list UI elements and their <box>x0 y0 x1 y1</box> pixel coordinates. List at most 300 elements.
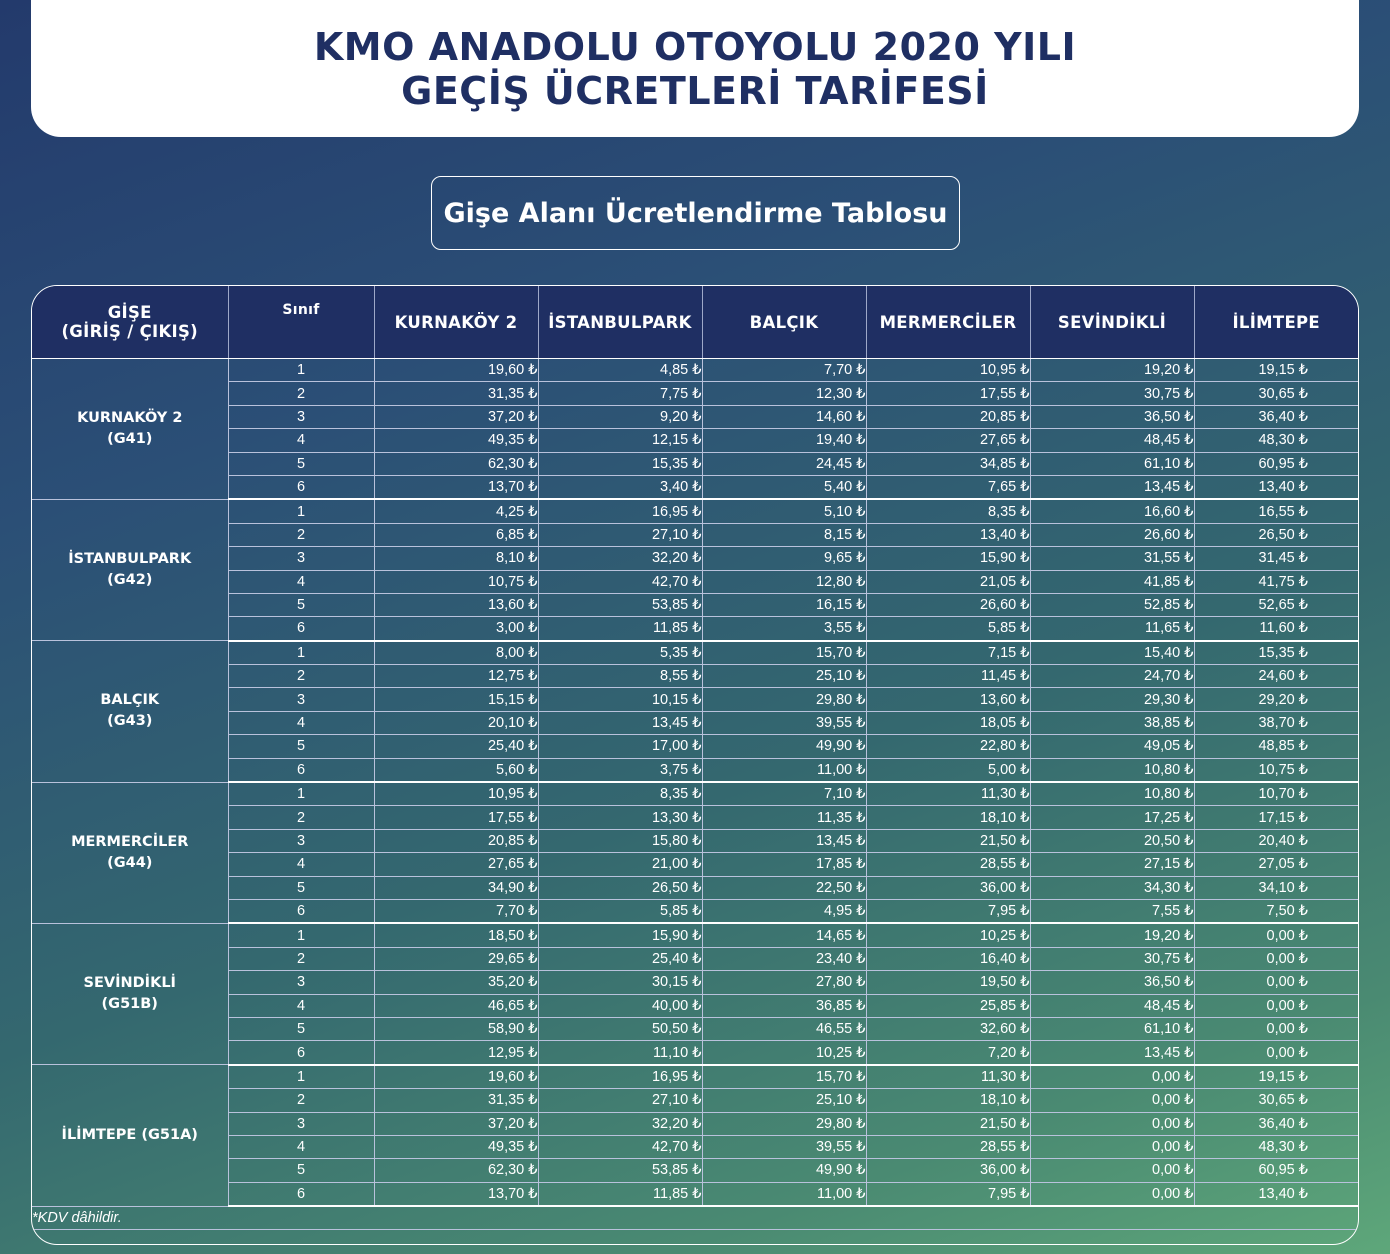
fee-cell: 7,70 ₺ <box>702 359 866 382</box>
fee-cell: 5,10 ₺ <box>702 499 866 523</box>
fee-cell: 15,70 ₺ <box>702 641 866 665</box>
fee-cell: 10,15 ₺ <box>538 688 702 711</box>
table-row <box>32 1112 1358 1135</box>
fee-cell: 15,90 ₺ <box>866 547 1030 570</box>
class-cell: 5 <box>228 876 374 899</box>
table-row <box>32 1159 1358 1182</box>
table-row <box>32 641 1358 665</box>
class-cell: 4 <box>228 1135 374 1158</box>
fee-cell: 0,00 ₺ <box>1030 1089 1194 1112</box>
fee-cell: 11,45 ₺ <box>866 665 1030 688</box>
fee-cell: 3,40 ₺ <box>538 475 702 499</box>
table-row <box>32 1135 1358 1158</box>
table-row <box>32 617 1358 641</box>
gate-name-line-2: (G41) <box>107 430 153 447</box>
fee-cell: 5,00 ₺ <box>866 758 1030 782</box>
fee-cell: 7,50 ₺ <box>1194 899 1358 923</box>
fee-cell: 0,00 ₺ <box>1194 971 1358 994</box>
table-row <box>32 570 1358 593</box>
fee-cell: 10,95 ₺ <box>866 359 1030 382</box>
fee-cell: 6,85 ₺ <box>374 523 538 546</box>
fee-cell: 16,40 ₺ <box>866 947 1030 970</box>
fee-cell: 38,70 ₺ <box>1194 711 1358 734</box>
fee-cell: 41,75 ₺ <box>1194 570 1358 593</box>
fee-cell: 17,00 ₺ <box>538 735 702 758</box>
fee-cell: 17,15 ₺ <box>1194 806 1358 829</box>
fee-cell: 11,30 ₺ <box>866 782 1030 806</box>
fee-cell: 24,60 ₺ <box>1194 665 1358 688</box>
table-row <box>32 452 1358 475</box>
class-cell: 4 <box>228 994 374 1017</box>
fee-cell: 30,65 ₺ <box>1194 382 1358 405</box>
table-row <box>32 899 1358 923</box>
table-row <box>32 971 1358 994</box>
class-cell: 6 <box>228 617 374 641</box>
fee-cell: 18,10 ₺ <box>866 1089 1030 1112</box>
fee-cell: 0,00 ₺ <box>1194 994 1358 1017</box>
fee-cell: 8,55 ₺ <box>538 665 702 688</box>
fee-cell: 46,65 ₺ <box>374 994 538 1017</box>
gate-column-header <box>32 286 228 359</box>
fee-cell: 29,30 ₺ <box>1030 688 1194 711</box>
fee-cell: 0,00 ₺ <box>1194 923 1358 947</box>
fee-cell: 13,70 ₺ <box>374 1182 538 1206</box>
fee-cell: 29,20 ₺ <box>1194 688 1358 711</box>
table-row <box>32 429 1358 452</box>
table-row <box>32 782 1358 806</box>
fee-cell: 31,35 ₺ <box>374 1089 538 1112</box>
table-row <box>32 1017 1358 1040</box>
gate-name-line-2: (G43) <box>107 713 153 730</box>
fee-cell: 18,10 ₺ <box>866 806 1030 829</box>
class-cell: 6 <box>228 758 374 782</box>
fee-cell: 26,50 ₺ <box>538 876 702 899</box>
fee-cell: 5,35 ₺ <box>538 641 702 665</box>
fee-cell: 0,00 ₺ <box>1030 1112 1194 1135</box>
table-row <box>32 405 1358 428</box>
fee-cell: 26,60 ₺ <box>866 593 1030 616</box>
table-row <box>32 923 1358 947</box>
fee-cell: 25,40 ₺ <box>538 947 702 970</box>
fee-cell: 10,95 ₺ <box>374 782 538 806</box>
subtitle-text: Gişe Alanı Ücretlendirme Tablosu <box>443 197 948 229</box>
fee-cell: 25,85 ₺ <box>866 994 1030 1017</box>
fee-cell: 10,80 ₺ <box>1030 782 1194 806</box>
fee-cell: 3,75 ₺ <box>538 758 702 782</box>
class-cell: 4 <box>228 570 374 593</box>
fee-cell: 31,45 ₺ <box>1194 547 1358 570</box>
table-row <box>32 806 1358 829</box>
fee-cell: 21,00 ₺ <box>538 853 702 876</box>
table-row <box>32 829 1358 852</box>
fee-cell: 60,95 ₺ <box>1194 1159 1358 1182</box>
fee-cell: 7,95 ₺ <box>866 1182 1030 1206</box>
class-cell: 3 <box>228 1112 374 1135</box>
table-row <box>32 758 1358 782</box>
fee-cell: 60,95 ₺ <box>1194 452 1358 475</box>
fee-cell: 53,85 ₺ <box>538 593 702 616</box>
class-cell: 3 <box>228 547 374 570</box>
fee-cell: 34,90 ₺ <box>374 876 538 899</box>
fee-cell: 8,10 ₺ <box>374 547 538 570</box>
fee-cell: 19,20 ₺ <box>1030 923 1194 947</box>
fee-cell: 49,35 ₺ <box>374 1135 538 1158</box>
fee-cell: 10,80 ₺ <box>1030 758 1194 782</box>
fee-cell: 49,05 ₺ <box>1030 735 1194 758</box>
fee-cell: 11,85 ₺ <box>538 617 702 641</box>
fee-cell: 7,20 ₺ <box>866 1041 1030 1065</box>
fee-cell: 8,15 ₺ <box>702 523 866 546</box>
fee-cell: 52,65 ₺ <box>1194 593 1358 616</box>
fee-cell: 15,35 ₺ <box>1194 641 1358 665</box>
fee-cell: 27,65 ₺ <box>866 429 1030 452</box>
gate-name-cell <box>32 499 228 640</box>
fee-cell: 30,15 ₺ <box>538 971 702 994</box>
class-cell: 6 <box>228 1182 374 1206</box>
fee-cell: 62,30 ₺ <box>374 1159 538 1182</box>
fee-cell: 32,60 ₺ <box>866 1017 1030 1040</box>
fee-cell: 30,65 ₺ <box>1194 1089 1358 1112</box>
fee-cell: 3,55 ₺ <box>702 617 866 641</box>
class-cell: 6 <box>228 1041 374 1065</box>
fee-cell: 13,60 ₺ <box>374 593 538 616</box>
fee-cell: 0,00 ₺ <box>1194 1017 1358 1040</box>
fee-cell: 20,50 ₺ <box>1030 829 1194 852</box>
fee-cell: 4,95 ₺ <box>702 899 866 923</box>
fee-cell: 10,70 ₺ <box>1194 782 1358 806</box>
fee-cell: 17,55 ₺ <box>866 382 1030 405</box>
fee-cell: 25,40 ₺ <box>374 735 538 758</box>
fee-cell: 41,85 ₺ <box>1030 570 1194 593</box>
fee-cell: 31,35 ₺ <box>374 382 538 405</box>
fee-cell: 27,10 ₺ <box>538 523 702 546</box>
fee-cell: 8,35 ₺ <box>538 782 702 806</box>
fee-cell: 36,50 ₺ <box>1030 405 1194 428</box>
fee-cell: 11,00 ₺ <box>702 1182 866 1206</box>
subtitle-box <box>431 176 960 250</box>
fee-cell: 11,85 ₺ <box>538 1182 702 1206</box>
fee-cell: 53,85 ₺ <box>538 1159 702 1182</box>
fee-cell: 48,30 ₺ <box>1194 429 1358 452</box>
fee-cell: 42,70 ₺ <box>538 570 702 593</box>
fee-cell: 36,85 ₺ <box>702 994 866 1017</box>
fee-cell: 15,70 ₺ <box>702 1065 866 1089</box>
fee-cell: 17,55 ₺ <box>374 806 538 829</box>
fee-cell: 37,20 ₺ <box>374 1112 538 1135</box>
class-cell: 4 <box>228 711 374 734</box>
fee-cell: 10,75 ₺ <box>374 570 538 593</box>
fee-cell: 16,55 ₺ <box>1194 499 1358 523</box>
fee-cell: 9,65 ₺ <box>702 547 866 570</box>
fee-cell: 28,55 ₺ <box>866 1135 1030 1158</box>
class-cell: 2 <box>228 1089 374 1112</box>
fee-cell: 36,40 ₺ <box>1194 405 1358 428</box>
fee-cell: 20,85 ₺ <box>374 829 538 852</box>
fee-cell: 30,75 ₺ <box>1030 382 1194 405</box>
fee-cell: 39,55 ₺ <box>702 711 866 734</box>
fee-cell: 13,40 ₺ <box>866 523 1030 546</box>
fee-cell: 15,90 ₺ <box>538 923 702 947</box>
fee-cell: 36,00 ₺ <box>866 876 1030 899</box>
fee-cell: 27,10 ₺ <box>538 1089 702 1112</box>
fee-cell: 28,55 ₺ <box>866 853 1030 876</box>
table-row <box>32 359 1358 382</box>
fee-cell: 13,30 ₺ <box>538 806 702 829</box>
gate-name-cell <box>32 359 228 500</box>
table-row <box>32 593 1358 616</box>
class-cell: 1 <box>228 359 374 382</box>
class-cell: 1 <box>228 499 374 523</box>
class-cell: 5 <box>228 593 374 616</box>
fee-cell: 30,75 ₺ <box>1030 947 1194 970</box>
class-cell: 3 <box>228 688 374 711</box>
column-header-sevindikli: SEVİNDİKLİ <box>1030 286 1194 359</box>
fee-cell: 7,65 ₺ <box>866 475 1030 499</box>
fee-cell: 10,25 ₺ <box>866 923 1030 947</box>
class-cell: 4 <box>228 853 374 876</box>
fee-cell: 12,80 ₺ <box>702 570 866 593</box>
table-row <box>32 1065 1358 1089</box>
fee-cell: 15,80 ₺ <box>538 829 702 852</box>
class-cell: 2 <box>228 947 374 970</box>
title-line-1: KMO ANADOLU OTOYOLU 2020 YILI <box>313 24 1077 69</box>
column-header-mermerciler: MERMERCİLER <box>866 286 1030 359</box>
fee-cell: 36,00 ₺ <box>866 1159 1030 1182</box>
title-line-2: GEÇİŞ ÜCRETLERİ TARİFESİ <box>401 68 989 113</box>
fee-cell: 0,00 ₺ <box>1030 1065 1194 1089</box>
class-cell: 5 <box>228 452 374 475</box>
class-cell: 6 <box>228 475 374 499</box>
fee-cell: 31,55 ₺ <box>1030 547 1194 570</box>
fee-cell: 29,65 ₺ <box>374 947 538 970</box>
fee-cell: 37,20 ₺ <box>374 405 538 428</box>
fee-cell: 7,95 ₺ <box>866 899 1030 923</box>
gate-header-line-2: (GİRİŞ / ÇIKIŞ) <box>61 322 199 341</box>
fee-cell: 34,30 ₺ <box>1030 876 1194 899</box>
fee-cell: 16,15 ₺ <box>702 593 866 616</box>
class-cell: 1 <box>228 782 374 806</box>
class-cell: 1 <box>228 1065 374 1089</box>
fee-cell: 24,70 ₺ <box>1030 665 1194 688</box>
table-row <box>32 1041 1358 1065</box>
fee-cell: 61,10 ₺ <box>1030 1017 1194 1040</box>
fee-cell: 32,20 ₺ <box>538 1112 702 1135</box>
fee-cell: 21,50 ₺ <box>866 1112 1030 1135</box>
fee-cell: 0,00 ₺ <box>1030 1182 1194 1206</box>
gate-name-line-1: KURNAKÖY 2 <box>77 409 183 426</box>
fee-cell: 5,85 ₺ <box>538 899 702 923</box>
gate-name-line-1: İLİMTEPE (G51A) <box>61 1126 198 1143</box>
fee-cell: 16,95 ₺ <box>538 1065 702 1089</box>
fee-cell: 19,60 ₺ <box>374 1065 538 1089</box>
gate-name-line-2: (G42) <box>107 572 153 589</box>
table-header-row <box>32 286 1358 359</box>
fee-cell: 27,15 ₺ <box>1030 853 1194 876</box>
fee-cell: 20,10 ₺ <box>374 711 538 734</box>
fee-cell: 48,45 ₺ <box>1030 429 1194 452</box>
fee-cell: 36,40 ₺ <box>1194 1112 1358 1135</box>
fee-cell: 20,85 ₺ <box>866 405 1030 428</box>
fee-cell: 61,10 ₺ <box>1030 452 1194 475</box>
fee-cell: 19,50 ₺ <box>866 971 1030 994</box>
fee-cell: 15,40 ₺ <box>1030 641 1194 665</box>
fee-cell: 25,10 ₺ <box>702 665 866 688</box>
class-cell: 2 <box>228 523 374 546</box>
fee-cell: 4,85 ₺ <box>538 359 702 382</box>
fee-cell: 3,00 ₺ <box>374 617 538 641</box>
fee-cell: 36,50 ₺ <box>1030 971 1194 994</box>
fee-cell: 11,30 ₺ <box>866 1065 1030 1089</box>
fee-cell: 15,35 ₺ <box>538 452 702 475</box>
footnote: *KDV dâhildir. <box>32 1206 1358 1230</box>
class-cell: 3 <box>228 829 374 852</box>
fee-cell: 32,20 ₺ <box>538 547 702 570</box>
class-cell: 5 <box>228 1159 374 1182</box>
fee-cell: 48,85 ₺ <box>1194 735 1358 758</box>
fee-cell: 12,95 ₺ <box>374 1041 538 1065</box>
class-cell: 2 <box>228 806 374 829</box>
fee-cell: 13,45 ₺ <box>1030 475 1194 499</box>
table-row <box>32 994 1358 1017</box>
fee-cell: 27,65 ₺ <box>374 853 538 876</box>
class-cell: 5 <box>228 1017 374 1040</box>
fee-cell: 34,85 ₺ <box>866 452 1030 475</box>
fee-cell: 19,20 ₺ <box>1030 359 1194 382</box>
fee-cell: 14,65 ₺ <box>702 923 866 947</box>
fee-cell: 42,70 ₺ <box>538 1135 702 1158</box>
class-cell: 3 <box>228 971 374 994</box>
fee-cell: 13,45 ₺ <box>1030 1041 1194 1065</box>
fee-cell: 13,70 ₺ <box>374 475 538 499</box>
fee-cell: 48,45 ₺ <box>1030 994 1194 1017</box>
class-cell: 2 <box>228 382 374 405</box>
class-cell: 3 <box>228 405 374 428</box>
table-row <box>32 499 1358 523</box>
gate-name-cell <box>32 1065 228 1206</box>
fee-cell: 10,75 ₺ <box>1194 758 1358 782</box>
tariff-table <box>32 286 1358 1230</box>
fee-cell: 7,10 ₺ <box>702 782 866 806</box>
fee-cell: 52,85 ₺ <box>1030 593 1194 616</box>
table-row <box>32 1089 1358 1112</box>
fee-cell: 49,35 ₺ <box>374 429 538 452</box>
fee-cell: 40,00 ₺ <box>538 994 702 1017</box>
fee-cell: 11,10 ₺ <box>538 1041 702 1065</box>
column-header-ilimtepe: İLİMTEPE <box>1194 286 1358 359</box>
class-cell: 1 <box>228 923 374 947</box>
fee-cell: 34,10 ₺ <box>1194 876 1358 899</box>
fee-cell: 20,40 ₺ <box>1194 829 1358 852</box>
table-row <box>32 711 1358 734</box>
fee-cell: 11,00 ₺ <box>702 758 866 782</box>
fee-cell: 27,05 ₺ <box>1194 853 1358 876</box>
fee-cell: 0,00 ₺ <box>1030 1159 1194 1182</box>
tariff-table-body <box>32 359 1358 1207</box>
fee-cell: 4,25 ₺ <box>374 499 538 523</box>
fee-cell: 16,95 ₺ <box>538 499 702 523</box>
fee-cell: 21,50 ₺ <box>866 829 1030 852</box>
table-row <box>32 876 1358 899</box>
fee-cell: 26,60 ₺ <box>1030 523 1194 546</box>
fee-cell: 39,55 ₺ <box>702 1135 866 1158</box>
fee-cell: 0,00 ₺ <box>1030 1135 1194 1158</box>
table-row <box>32 947 1358 970</box>
tariff-table-frame <box>31 285 1359 1245</box>
fee-cell: 5,60 ₺ <box>374 758 538 782</box>
fee-cell: 13,60 ₺ <box>866 688 1030 711</box>
gate-name-line-1: İSTANBULPARK <box>68 551 192 568</box>
fee-cell: 13,45 ₺ <box>702 829 866 852</box>
fee-cell: 38,85 ₺ <box>1030 711 1194 734</box>
class-cell: 1 <box>228 641 374 665</box>
fee-cell: 48,30 ₺ <box>1194 1135 1358 1158</box>
column-header-istanbulpark: İSTANBULPARK <box>538 286 702 359</box>
fee-cell: 29,80 ₺ <box>702 1112 866 1135</box>
fee-cell: 8,35 ₺ <box>866 499 1030 523</box>
gate-name-cell <box>32 923 228 1064</box>
fee-cell: 19,60 ₺ <box>374 359 538 382</box>
fee-cell: 21,05 ₺ <box>866 570 1030 593</box>
gate-name-cell <box>32 641 228 782</box>
fee-cell: 22,50 ₺ <box>702 876 866 899</box>
fee-cell: 7,70 ₺ <box>374 899 538 923</box>
title-card <box>31 0 1359 137</box>
fee-cell: 15,15 ₺ <box>374 688 538 711</box>
fee-cell: 17,85 ₺ <box>702 853 866 876</box>
table-row <box>32 475 1358 499</box>
class-cell: 2 <box>228 665 374 688</box>
fee-cell: 27,80 ₺ <box>702 971 866 994</box>
fee-cell: 18,05 ₺ <box>866 711 1030 734</box>
table-row <box>32 665 1358 688</box>
gate-name-line-2: (G51B) <box>101 996 158 1013</box>
fee-cell: 46,55 ₺ <box>702 1017 866 1040</box>
fee-cell: 0,00 ₺ <box>1194 1041 1358 1065</box>
fee-cell: 18,50 ₺ <box>374 923 538 947</box>
fee-cell: 10,25 ₺ <box>702 1041 866 1065</box>
class-cell: 6 <box>228 899 374 923</box>
fee-cell: 19,15 ₺ <box>1194 359 1358 382</box>
table-row <box>32 735 1358 758</box>
gate-header-line-1: GİŞE <box>107 303 152 322</box>
fee-cell: 19,40 ₺ <box>702 429 866 452</box>
fee-cell: 19,15 ₺ <box>1194 1065 1358 1089</box>
fee-cell: 17,25 ₺ <box>1030 806 1194 829</box>
fee-cell: 7,75 ₺ <box>538 382 702 405</box>
class-cell: 5 <box>228 735 374 758</box>
fee-cell: 13,40 ₺ <box>1194 475 1358 499</box>
fee-cell: 25,10 ₺ <box>702 1089 866 1112</box>
fee-cell: 22,80 ₺ <box>866 735 1030 758</box>
fee-cell: 5,85 ₺ <box>866 617 1030 641</box>
fee-cell: 49,90 ₺ <box>702 735 866 758</box>
fee-cell: 11,65 ₺ <box>1030 617 1194 641</box>
class-column-header: Sınıf <box>228 286 374 359</box>
fee-cell: 12,15 ₺ <box>538 429 702 452</box>
gate-name-line-2: (G44) <box>107 854 153 871</box>
table-row <box>32 853 1358 876</box>
fee-cell: 23,40 ₺ <box>702 947 866 970</box>
fee-cell: 26,50 ₺ <box>1194 523 1358 546</box>
fee-cell: 49,90 ₺ <box>702 1159 866 1182</box>
table-row <box>32 688 1358 711</box>
fee-cell: 7,15 ₺ <box>866 641 1030 665</box>
fee-cell: 13,45 ₺ <box>538 711 702 734</box>
fee-cell: 58,90 ₺ <box>374 1017 538 1040</box>
column-header-balcik: BALÇIK <box>702 286 866 359</box>
footnote-row <box>32 1206 1358 1230</box>
fee-cell: 12,75 ₺ <box>374 665 538 688</box>
